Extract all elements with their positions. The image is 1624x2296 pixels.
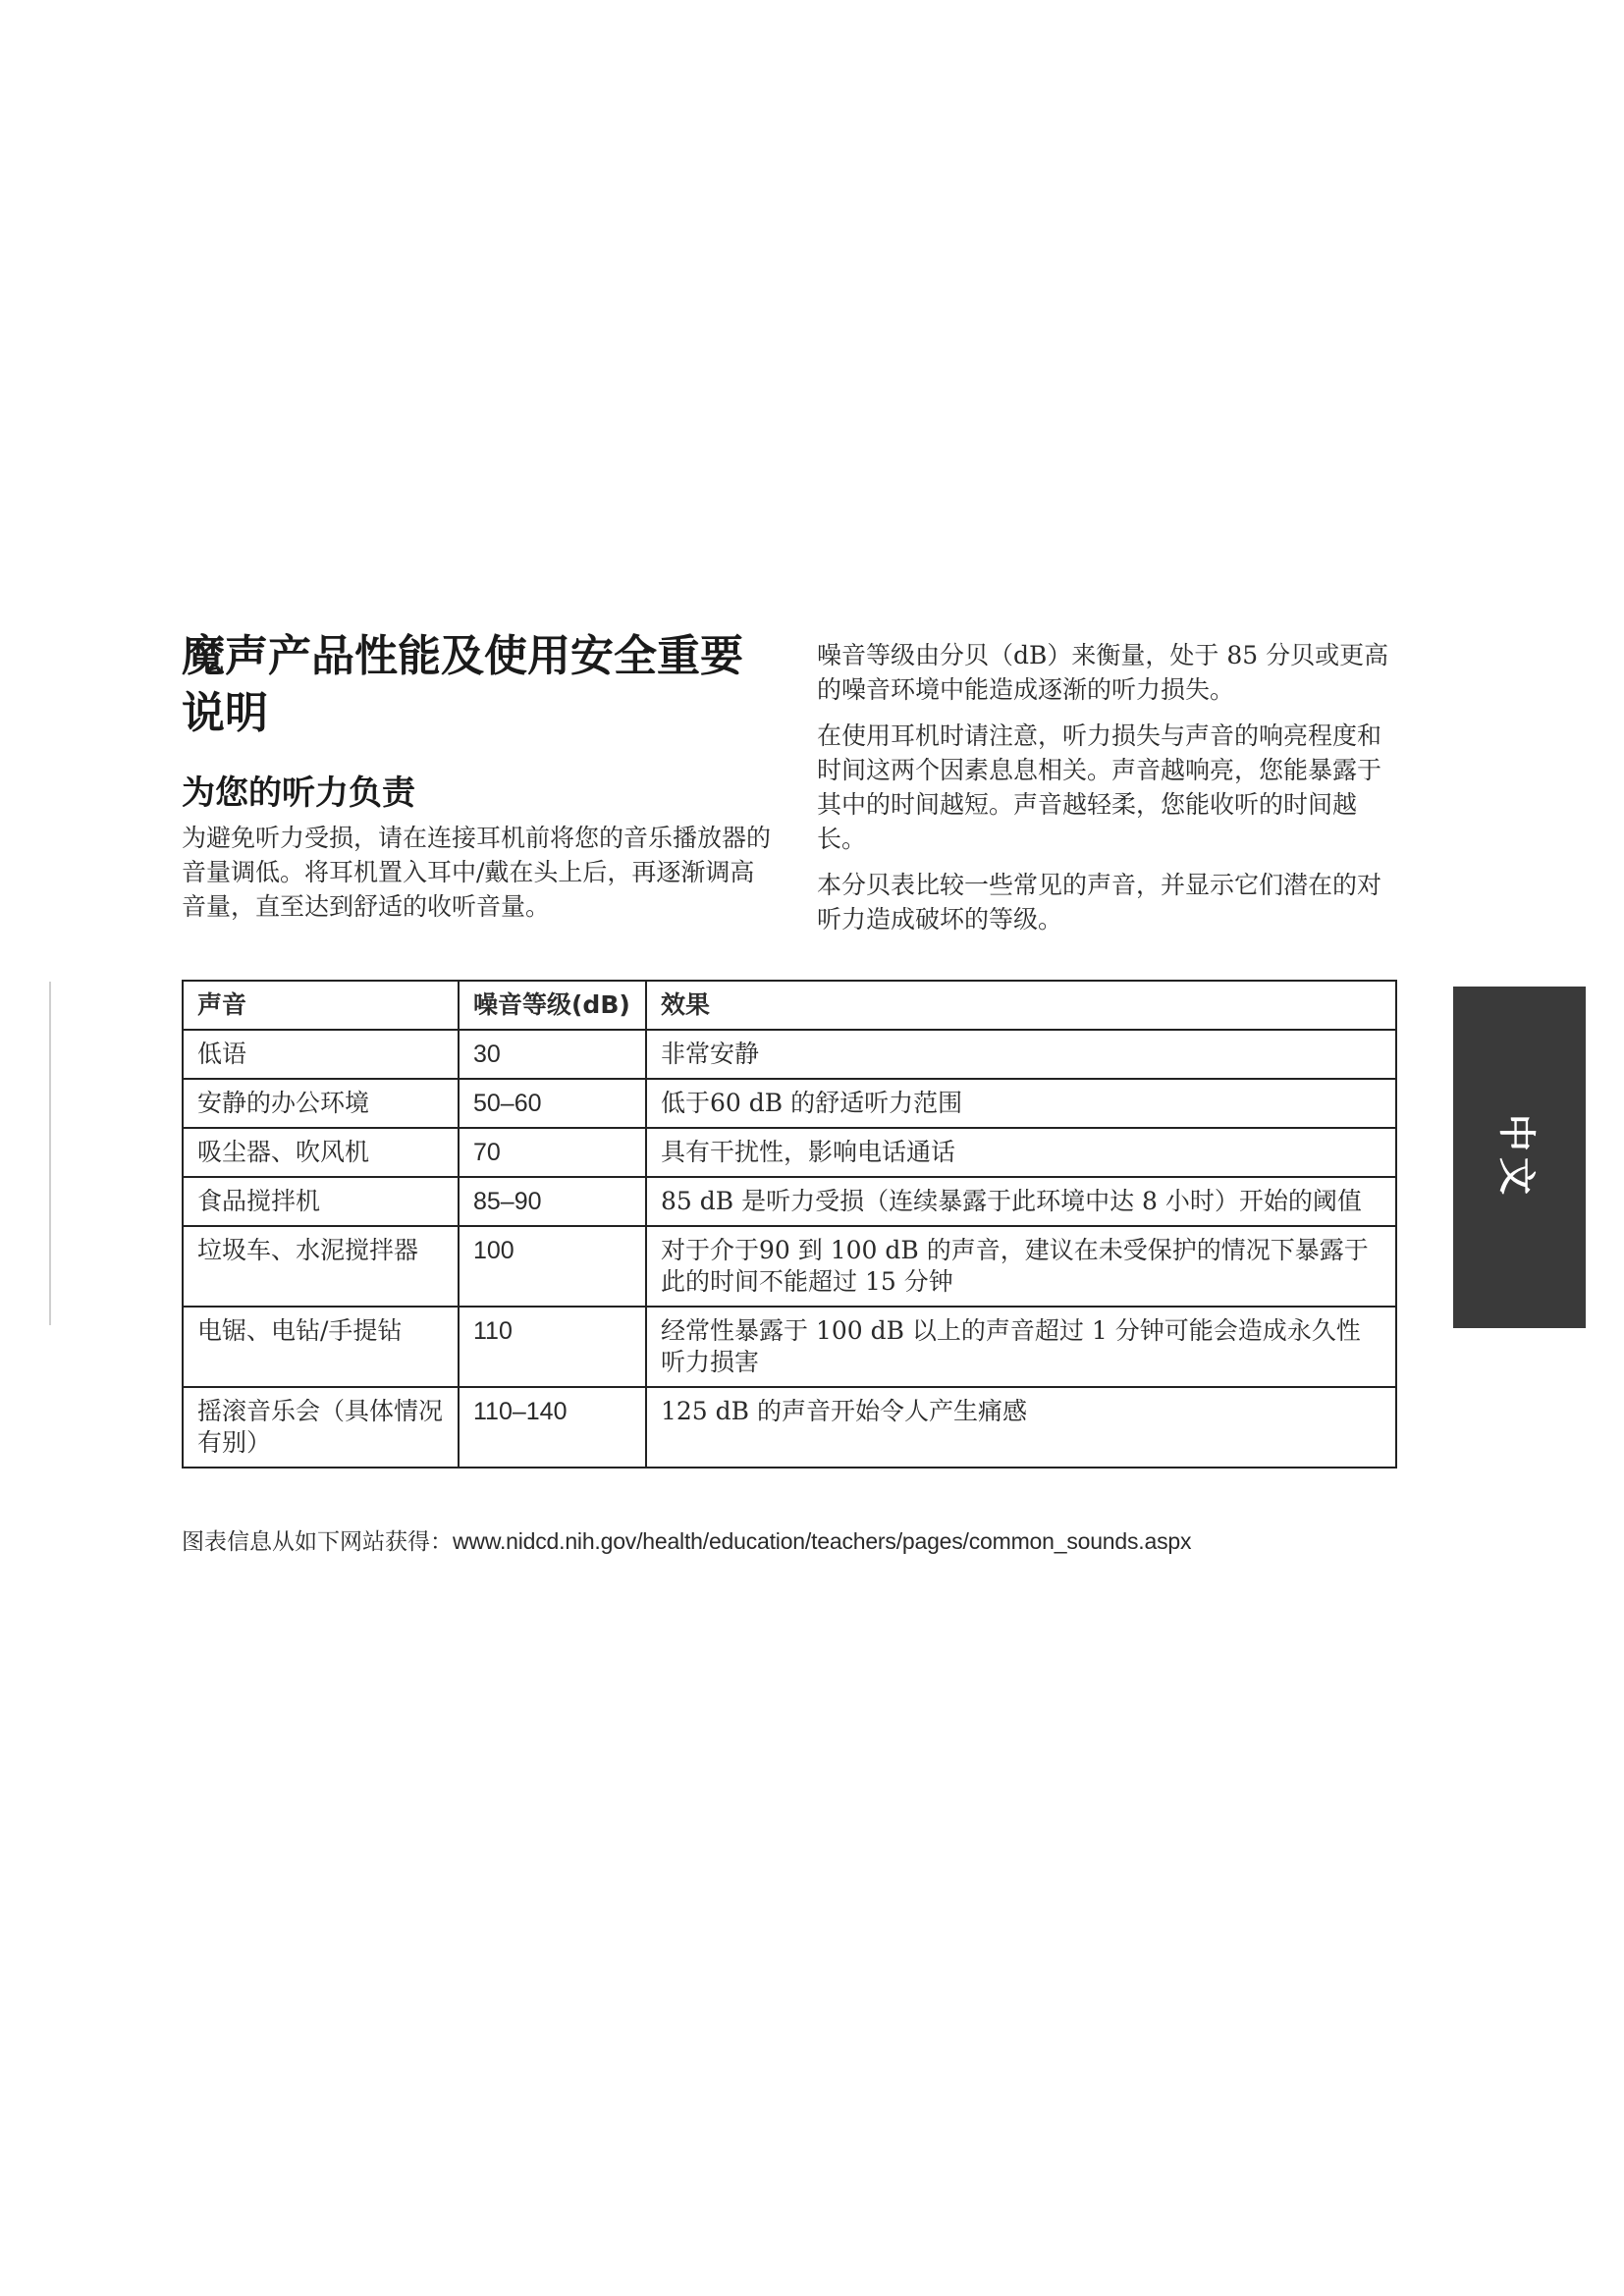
cell-noise-level: 50–60: [459, 1079, 646, 1128]
table-row: [183, 1307, 1396, 1387]
source-note: [182, 1523, 1191, 1556]
cell-effect: 对于介于90 到 100 dB 的声音，建议在未受保护的情况下暴露于此的时间不能超过 15 分钟: [646, 1226, 1396, 1307]
cell-effect: 85 dB 是听力受损（连续暴露于此环境中达 8 小时）开始的阈值: [646, 1177, 1396, 1226]
table-header-row: [183, 981, 1396, 1030]
cell-sound: 摇滚音乐会（具体情况有别）: [183, 1387, 459, 1468]
table-row: [183, 1079, 1396, 1128]
intro-paragraph: 为避免听力受损，请在连接耳机前将您的音乐播放器的音量调低。将耳机置入耳中/戴在头上后，再逐渐调高音量，直至达到舒适的收听音量。: [182, 824, 772, 921]
right-column: [817, 638, 1396, 948]
cell-noise-level: 100: [459, 1226, 646, 1307]
language-tab: [1453, 987, 1586, 1328]
cell-noise-level: 110–140: [459, 1387, 646, 1468]
decibel-table: [182, 980, 1397, 1468]
cell-effect: 低于60 dB 的舒适听力范围: [646, 1079, 1396, 1128]
cell-sound: 食品搅拌机: [183, 1177, 459, 1226]
cell-sound: 低语: [183, 1030, 459, 1079]
table-row: [183, 1030, 1396, 1079]
cell-noise-level: 85–90: [459, 1177, 646, 1226]
language-tab-label: 中文: [1494, 1113, 1538, 1201]
cell-effect: 非常安静: [646, 1030, 1396, 1079]
paragraph-noise-measure: 噪音等级由分贝（dB）来衡量，处于 85 分贝或更高的噪音环境中能造成逐渐的听力损失。: [817, 641, 1389, 704]
cell-noise-level: 110: [459, 1307, 646, 1387]
table-row: [183, 1128, 1396, 1177]
cell-sound: 吸尘器、吹风机: [183, 1128, 459, 1177]
cell-effect: 125 dB 的声音开始令人产生痛感: [646, 1387, 1396, 1468]
table-row: [183, 1226, 1396, 1307]
cell-sound: 垃圾车、水泥搅拌器: [183, 1226, 459, 1307]
page-title: 魔声产品性能及使用安全重要说明: [182, 631, 743, 738]
header-sound: 声音: [183, 981, 459, 1030]
table-row: [183, 1387, 1396, 1468]
source-url: www.nidcd.nih.gov/health/education/teachers/pages/common_sounds.aspx: [453, 1528, 1192, 1554]
paragraph-table-intro: 本分贝表比较一些常见的声音，并显示它们潜在的对听力造成破坏的等级。: [817, 871, 1382, 934]
margin-rule: [49, 982, 51, 1325]
table-row: [183, 1177, 1396, 1226]
section-subtitle: 为您的听力负责: [182, 774, 415, 813]
cell-sound: 电锯、电钻/手提钻: [183, 1307, 459, 1387]
paragraph-hearing-loss: 在使用耳机时请注意，听力损失与声音的响亮程度和时间这两个因素息息相关。声音越响亮，您能暴露于其中的时间越短。声音越轻柔，您能收听的时间越长。: [817, 721, 1382, 853]
cell-effect: 具有干扰性，影响电话通话: [646, 1128, 1396, 1177]
cell-noise-level: 70: [459, 1128, 646, 1177]
cell-noise-level: 30: [459, 1030, 646, 1079]
header-noise-level: 噪音等级(dB): [459, 981, 646, 1030]
cell-sound: 安静的办公环境: [183, 1079, 459, 1128]
source-label: 图表信息从如下网站获得：: [182, 1529, 453, 1555]
cell-effect: 经常性暴露于 100 dB 以上的声音超过 1 分钟可能会造成永久性听力损害: [646, 1307, 1396, 1387]
header-effect: 效果: [646, 981, 1396, 1030]
left-column: [182, 628, 771, 924]
